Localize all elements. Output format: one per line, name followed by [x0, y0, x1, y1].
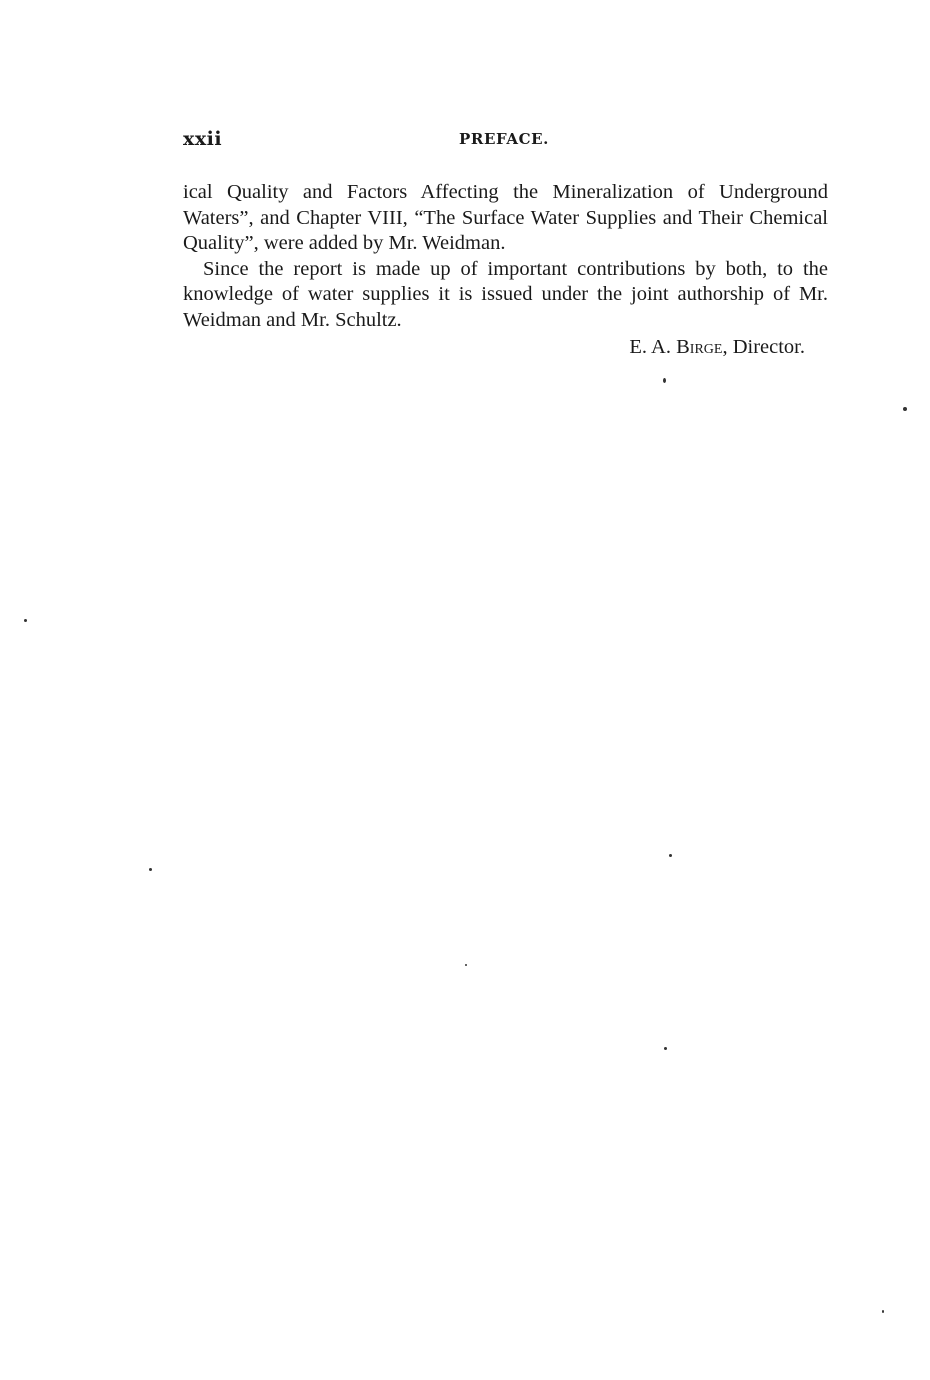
- scan-speck: [24, 619, 27, 622]
- scan-speck: [903, 407, 907, 411]
- scan-speck: [663, 378, 666, 383]
- body-text: [183, 180, 828, 333]
- paragraph-joint-authorship: Since the report is made up of important contributions by both, to the knowledge of water supplies it is issued under the joint authorship of Mr. Weidman and Mr. Schultz.: [183, 257, 828, 331]
- page-number: xxii: [183, 128, 223, 150]
- scan-speck: [669, 854, 672, 857]
- scan-speck: [149, 868, 152, 871]
- signature-surname: Birge: [676, 336, 723, 358]
- scan-speck: [465, 964, 467, 966]
- signature-title: , Director.: [722, 336, 805, 358]
- page-header: [183, 128, 823, 152]
- paragraph-continued: ical Quality and Factors Affecting the Mineralization of Underground Waters”, and Chapter VIII, “The Surface Water Supplies and Their Chemical Quality”, were added by Mr. Weidman.: [183, 181, 828, 254]
- signature-initials: E. A.: [629, 336, 671, 358]
- scan-speck: [882, 1310, 884, 1313]
- signature: [629, 336, 805, 359]
- running-title: PREFACE.: [459, 130, 549, 148]
- scan-speck: [664, 1047, 667, 1050]
